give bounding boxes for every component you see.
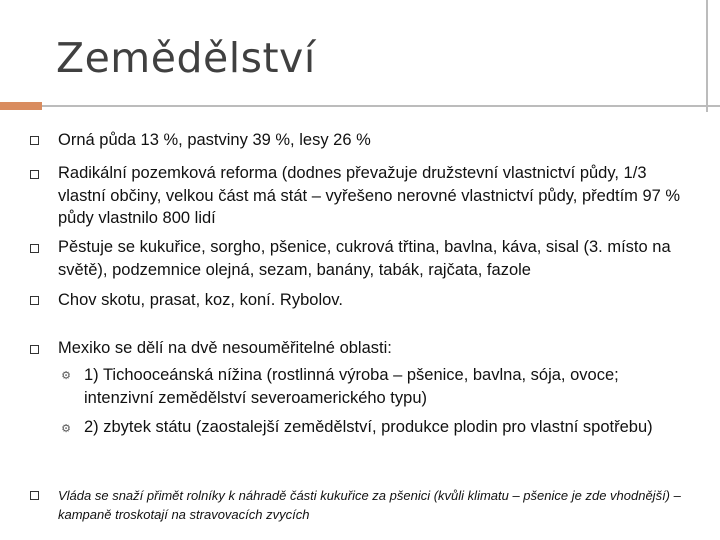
bullet-square-icon [30,296,39,305]
bullet-square-icon [30,491,39,500]
subbullet-text: 2) zbytek státu (zaostalejší zemědělství, produkce plodin pro vlastní spotřebu) [84,418,653,436]
footnote-text: Vláda se snaží přimět rolníky k náhradě části kukuřice za pšenici (kvůli klimatu – pšenice je zde vhodnější) – kampaně troskotají na stravovacích zvycích [58,488,681,522]
bullet-square-icon [30,244,39,253]
gear-bullet-icon: ⚙ [61,370,71,382]
bullet-text: Mexiko se dělí na dvě nesouměřitelné oblasti: [58,339,392,357]
bullet-text: Chov skotu, prasat, koz, koní. Rybolov. [58,291,343,309]
subbullet-text: 1) Tichooceánská nížina (rostlinná výroba – pšenice, bavlna, sója, ovoce; intenzivní zemědělství severoamerického typu) [84,366,619,407]
bullet-text: Radikální pozemková reforma (dodnes převažuje družstevní vlastnictví půdy, 1/3 vlastní občiny, velkou část má stát – vyřešeno nerovné vlastnictví půdy, předtím 97 % půdy vlastnilo 800 lidí [58,164,681,227]
bullet-text: Orná půda 13 %, pastviny 39 %, lesy 26 % [58,131,371,149]
title-underline [42,105,720,107]
gear-bullet-icon: ⚙ [61,423,71,435]
bullet-square-icon [30,345,39,354]
bullet-text: Pěstuje se kukuřice, sorgho, pšenice, cukrová třtina, bavlna, káva, sisal (3. místo na světě), podzemnice olejná, sezam, banány, tabák, rajčata, fazole [58,238,671,279]
decorative-vertical-line [706,0,708,112]
title-accent-bar [0,102,42,110]
slide-title: Zemědělství [56,34,316,82]
bullet-square-icon [30,136,39,145]
bullet-square-icon [30,170,39,179]
